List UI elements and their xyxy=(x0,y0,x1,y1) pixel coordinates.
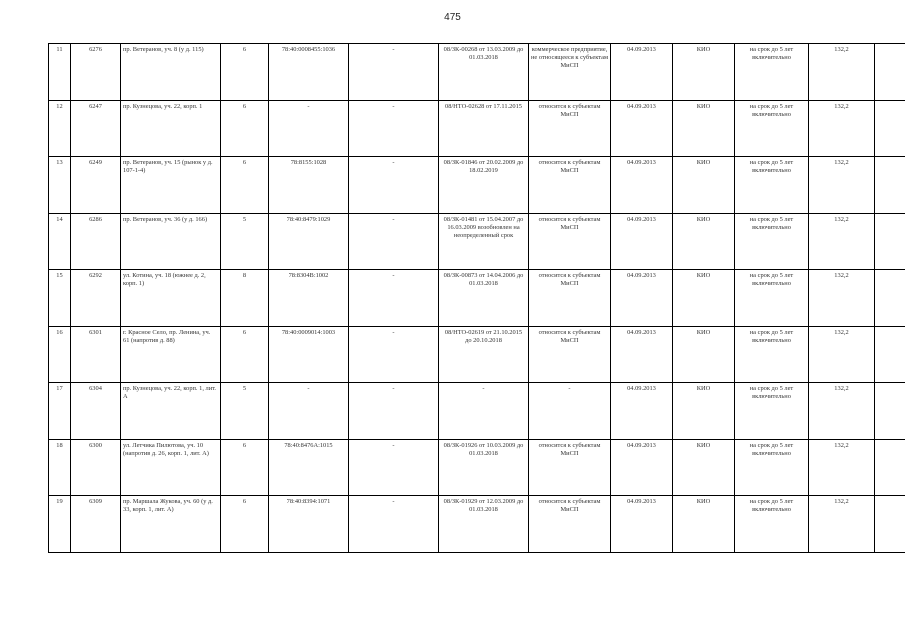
cell-subject-status: относится к субъектам МиСП xyxy=(529,100,611,157)
cell-date: 04.09.2013 xyxy=(611,157,673,214)
table-row xyxy=(49,100,905,157)
cell-extra xyxy=(875,496,905,553)
cell-object-id: 6301 xyxy=(71,326,121,383)
cell-term: на срок до 5 лет включительно xyxy=(735,439,809,496)
page-number: 475 xyxy=(444,12,461,23)
cell-contract: 08/ЗК-01846 от 20.02.2009 до 18.02.2019 xyxy=(439,157,529,214)
cell-address: пр. Кузнецова, уч. 22, корп. 1, лит. А xyxy=(121,383,221,440)
cell-contract: 08/ЗК-00873 от 14.04.2006 до 01.03.2018 xyxy=(439,270,529,327)
cell-object-id: 6276 xyxy=(71,44,121,101)
cell-row-number: 18 xyxy=(49,439,71,496)
cell-contract: 08/ЗК-00268 от 13.03.2009 до 01.03.2018 xyxy=(439,44,529,101)
cell-organization: КИО xyxy=(673,496,735,553)
cell-date: 04.09.2013 xyxy=(611,326,673,383)
cell-subject-status: относится к субъектам МиСП xyxy=(529,270,611,327)
cell-extra xyxy=(875,213,905,270)
cell-dash: - xyxy=(349,270,439,327)
cell-contract: 08/НТО-02619 от 21.10.2015 до 20.10.2018 xyxy=(439,326,529,383)
cell-address: ул. Котина, уч. 18 (южнее д. 2, корп. 1) xyxy=(121,270,221,327)
cell-category: 6 xyxy=(221,157,269,214)
cell-address: пр. Кузнецова, уч. 22, корп. 1 xyxy=(121,100,221,157)
cell-category: 6 xyxy=(221,496,269,553)
cell-dash: - xyxy=(349,383,439,440)
cell-dash: - xyxy=(349,157,439,214)
cell-cadastral-number: - xyxy=(269,383,349,440)
cell-code: 132,2 xyxy=(809,439,875,496)
cell-address: пр. Ветеранов, уч. 8 (у д. 115) xyxy=(121,44,221,101)
cell-extra xyxy=(875,439,905,496)
cell-term: на срок до 5 лет включительно xyxy=(735,383,809,440)
cell-date: 04.09.2013 xyxy=(611,213,673,270)
cell-extra xyxy=(875,100,905,157)
cell-object-id: 6300 xyxy=(71,439,121,496)
cell-object-id: 6249 xyxy=(71,157,121,214)
cell-address: пр. Ветеранов, уч. 15 (рынок у д. 107-1-4) xyxy=(121,157,221,214)
cell-date: 04.09.2013 xyxy=(611,270,673,327)
cell-extra xyxy=(875,383,905,440)
cell-dash: - xyxy=(349,439,439,496)
table-row xyxy=(49,383,905,440)
cell-cadastral-number: 78:8304В:1002 xyxy=(269,270,349,327)
table-row xyxy=(49,213,905,270)
cell-address: пр. Маршала Жукова, уч. 60 (у д. 33, корп. 1, лит. А) xyxy=(121,496,221,553)
cell-subject-status: относится к субъектам МиСП xyxy=(529,157,611,214)
cell-organization: КИО xyxy=(673,326,735,383)
cell-date: 04.09.2013 xyxy=(611,44,673,101)
cell-code: 132,2 xyxy=(809,44,875,101)
table-row xyxy=(49,44,905,101)
cell-row-number: 14 xyxy=(49,213,71,270)
cell-object-id: 6247 xyxy=(71,100,121,157)
cell-category: 8 xyxy=(221,270,269,327)
cell-code: 132,2 xyxy=(809,100,875,157)
table-body xyxy=(49,44,905,553)
cell-organization: КИО xyxy=(673,439,735,496)
cell-date: 04.09.2013 xyxy=(611,383,673,440)
cell-dash: - xyxy=(349,44,439,101)
cell-address: пр. Ветеранов, уч. 36 (у д. 166) xyxy=(121,213,221,270)
table-row xyxy=(49,496,905,553)
cell-address: г. Красное Село, пр. Ленина, уч. 61 (напротив д. 88) xyxy=(121,326,221,383)
cell-organization: КИО xyxy=(673,213,735,270)
table-row xyxy=(49,157,905,214)
cell-address: ул. Летчика Пилютова, уч. 10 (напротив д. 26, корп. 1, лит. А) xyxy=(121,439,221,496)
cell-category: 6 xyxy=(221,100,269,157)
cell-dash: - xyxy=(349,326,439,383)
cell-cadastral-number: 78:8155:1028 xyxy=(269,157,349,214)
table-row xyxy=(49,439,905,496)
cell-code: 132,2 xyxy=(809,383,875,440)
cell-date: 04.09.2013 xyxy=(611,439,673,496)
cell-subject-status: коммерческое предприятие, не относящееся к субъектам МиСП xyxy=(529,44,611,101)
cell-organization: КИО xyxy=(673,100,735,157)
cell-contract: 08/ЗК-01481 от 15.04.2007 до 16.03.2009 возобновлен на неопределенный срок xyxy=(439,213,529,270)
cell-contract: 08/НТО-02628 от 17.11.2015 xyxy=(439,100,529,157)
cell-subject-status: относится к субъектам МиСП xyxy=(529,496,611,553)
cell-code: 132,2 xyxy=(809,213,875,270)
cell-code: 132,2 xyxy=(809,270,875,327)
cell-cadastral-number: - xyxy=(269,100,349,157)
cell-code: 132,2 xyxy=(809,157,875,214)
cell-term: на срок до 5 лет включительно xyxy=(735,326,809,383)
registry-table xyxy=(48,43,905,553)
cell-contract: - xyxy=(439,383,529,440)
cell-contract: 08/ЗК-01926 от 10.03.2009 до 01.03.2018 xyxy=(439,439,529,496)
cell-subject-status: относится к субъектам МиСП xyxy=(529,326,611,383)
cell-contract: 08/ЗК-01929 от 12.03.2009 до 01.03.2018 xyxy=(439,496,529,553)
cell-organization: КИО xyxy=(673,270,735,327)
cell-extra xyxy=(875,326,905,383)
cell-extra xyxy=(875,270,905,327)
cell-organization: КИО xyxy=(673,383,735,440)
cell-dash: - xyxy=(349,213,439,270)
cell-cadastral-number: 78:40:8394:1071 xyxy=(269,496,349,553)
cell-term: на срок до 5 лет включительно xyxy=(735,270,809,327)
cell-subject-status: - xyxy=(529,383,611,440)
cell-row-number: 16 xyxy=(49,326,71,383)
cell-category: 6 xyxy=(221,44,269,101)
cell-extra xyxy=(875,157,905,214)
cell-subject-status: относится к субъектам МиСП xyxy=(529,213,611,270)
cell-dash: - xyxy=(349,100,439,157)
cell-category: 6 xyxy=(221,326,269,383)
cell-row-number: 12 xyxy=(49,100,71,157)
cell-term: на срок до 5 лет включительно xyxy=(735,213,809,270)
cell-object-id: 6292 xyxy=(71,270,121,327)
cell-date: 04.09.2013 xyxy=(611,496,673,553)
cell-row-number: 11 xyxy=(49,44,71,101)
cell-object-id: 6286 xyxy=(71,213,121,270)
cell-organization: КИО xyxy=(673,44,735,101)
cell-code: 132,2 xyxy=(809,496,875,553)
cell-cadastral-number: 78:40:0008455:1036 xyxy=(269,44,349,101)
table-row xyxy=(49,326,905,383)
cell-term: на срок до 5 лет включительно xyxy=(735,100,809,157)
cell-dash: - xyxy=(349,496,439,553)
cell-organization: КИО xyxy=(673,157,735,214)
cell-cadastral-number: 78:40:8476А:1015 xyxy=(269,439,349,496)
cell-row-number: 15 xyxy=(49,270,71,327)
cell-date: 04.09.2013 xyxy=(611,100,673,157)
cell-cadastral-number: 78:40:8479:1029 xyxy=(269,213,349,270)
cell-object-id: 6304 xyxy=(71,383,121,440)
cell-term: на срок до 5 лет включительно xyxy=(735,157,809,214)
cell-category: 6 xyxy=(221,439,269,496)
cell-cadastral-number: 78:40:0009014:1003 xyxy=(269,326,349,383)
cell-extra xyxy=(875,44,905,101)
cell-term: на срок до 5 лет включительно xyxy=(735,44,809,101)
cell-row-number: 13 xyxy=(49,157,71,214)
cell-category: 5 xyxy=(221,383,269,440)
cell-object-id: 6309 xyxy=(71,496,121,553)
cell-row-number: 19 xyxy=(49,496,71,553)
table-row xyxy=(49,270,905,327)
cell-subject-status: относится к субъектам МиСП xyxy=(529,439,611,496)
cell-row-number: 17 xyxy=(49,383,71,440)
cell-code: 132,2 xyxy=(809,326,875,383)
cell-category: 5 xyxy=(221,213,269,270)
cell-term: на срок до 5 лет включительно xyxy=(735,496,809,553)
